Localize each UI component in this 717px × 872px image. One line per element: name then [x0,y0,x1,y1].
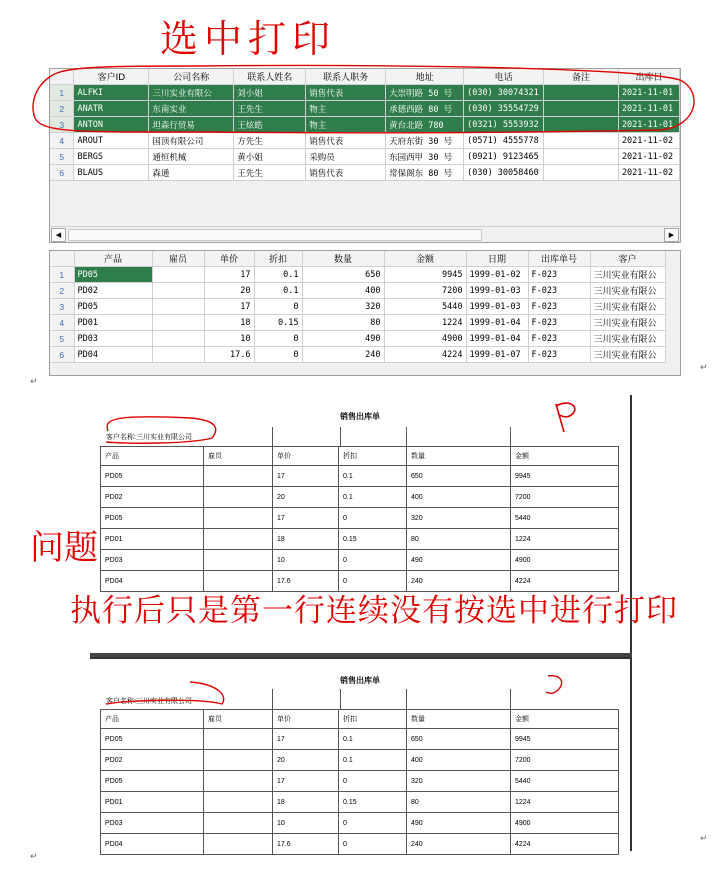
report-cell: PD05 [101,466,204,487]
report-column-header: 单价 [273,710,339,729]
report-cell: 0 [339,771,407,792]
column-header[interactable]: 客户 [590,251,665,267]
table-cell[interactable]: 黄小姐 [234,149,306,165]
report-cell [204,771,273,792]
report-cell: 650 [407,729,511,750]
report-cell: 80 [407,792,511,813]
report-cell: PD04 [101,571,204,592]
report-row [101,550,619,571]
table-cell[interactable]: 王炫皓 [234,117,306,133]
table-cell[interactable]: 天府东街 30 号 [386,133,464,149]
column-header[interactable]: 地址 [386,69,464,85]
customers-table [50,69,680,181]
table-cell[interactable]: 1999-01-03 [466,283,528,299]
table-row[interactable] [50,117,680,133]
products-table [50,251,666,363]
report-cell: 7200 [511,750,619,771]
report-cell: PD04 [101,834,204,855]
table-cell[interactable]: F-023 [528,347,590,363]
table-cell[interactable]: 1999-01-02 [466,267,528,283]
table-cell[interactable]: 三川实业有限公 [590,267,665,283]
table-cell[interactable]: 17 [204,267,254,283]
paragraph-mark: ↵ [700,834,708,844]
customers-header-row [50,69,680,85]
table-row[interactable] [50,85,680,101]
row-number[interactable]: 6 [50,165,74,181]
report-row [101,771,619,792]
table-cell[interactable]: 采购员 [306,149,386,165]
report-cell [204,508,273,529]
report-row [101,834,619,855]
row-number[interactable]: 3 [50,117,74,133]
report-table [100,709,619,855]
report-cell: 1224 [511,529,619,550]
table-cell[interactable]: 2021-11-02 [618,165,679,181]
report-cell: 10 [273,550,339,571]
row-number[interactable]: 3 [50,299,74,315]
table-cell[interactable]: 物主 [306,117,386,133]
report-cell: PD01 [101,792,204,813]
report-column-header: 金额 [511,447,619,466]
column-header[interactable]: 数量 [302,251,384,267]
table-cell[interactable]: 0.1 [254,267,302,283]
table-cell[interactable]: 2021-11-02 [618,133,679,149]
row-number[interactable]: 6 [50,347,74,363]
report-customer-name: 客户名称:三川实业有限公司 [106,434,192,441]
report-cell: 0 [339,508,407,529]
column-header[interactable]: 客户ID [74,69,149,85]
row-number[interactable]: 5 [50,149,74,165]
report-row [101,487,619,508]
report-cell: 4224 [511,571,619,592]
report-cell: 490 [407,813,511,834]
report-cell: 0 [339,813,407,834]
table-cell[interactable]: 销售代表 [306,133,386,149]
report-cell: PD05 [101,508,204,529]
table-cell[interactable]: 坦森行贸易 [149,117,234,133]
table-row[interactable] [50,101,680,117]
table-cell[interactable]: 0.15 [254,315,302,331]
report-cell: PD03 [101,550,204,571]
row-number-header [50,251,74,267]
table-cell[interactable] [152,299,204,315]
table-cell[interactable] [544,165,619,181]
column-header[interactable]: 折扣 [254,251,302,267]
column-header[interactable]: 备注 [544,69,619,85]
report-column-header: 折扣 [339,710,407,729]
table-row[interactable] [50,283,665,299]
report-cell: 17.6 [273,834,339,855]
report-cell: 0 [339,834,407,855]
report-header-grid [272,689,617,709]
table-cell[interactable]: PD05 [74,299,152,315]
table-cell[interactable]: 17.6 [204,347,254,363]
table-cell[interactable]: 三川实业有限公 [590,331,665,347]
column-header[interactable]: 雇员 [152,251,204,267]
table-cell[interactable]: 三川实业有限公 [590,283,665,299]
report-column-header: 折扣 [339,447,407,466]
column-header[interactable]: 出库日 [618,69,679,85]
report-cell: 240 [407,834,511,855]
report-cell: PD02 [101,750,204,771]
table-cell[interactable] [544,133,619,149]
table-cell[interactable]: 销售代表 [306,165,386,181]
report-cell: 0.1 [339,750,407,771]
scroll-right-icon[interactable]: ▶ [664,228,679,242]
report-cell: 4900 [511,813,619,834]
table-cell[interactable] [152,331,204,347]
report-cell: 0.1 [339,487,407,508]
table-cell[interactable]: 0 [254,331,302,347]
table-cell[interactable]: 三川实业有限公 [149,85,234,101]
report-cell: 5440 [511,771,619,792]
table-cell[interactable] [152,315,204,331]
report-cell: 320 [407,508,511,529]
table-cell[interactable]: 0 [254,299,302,315]
report-row [101,466,619,487]
table-cell[interactable] [544,117,619,133]
report-cell: 0 [339,571,407,592]
table-cell[interactable]: 1224 [384,315,466,331]
column-header[interactable]: 联系人姓名 [234,69,306,85]
report-title: 销售出库单 [340,676,380,685]
table-cell[interactable]: ALFKI [74,85,149,101]
column-header[interactable]: 公司名称 [149,69,234,85]
table-row[interactable] [50,315,665,331]
scroll-left-icon[interactable]: ◀ [51,228,66,242]
table-cell[interactable] [544,149,619,165]
column-header[interactable]: 单价 [204,251,254,267]
report-cell: PD05 [101,771,204,792]
table-cell[interactable]: PD03 [74,331,152,347]
annotation-top-note: 选中打印 [160,17,337,61]
table-cell[interactable]: 1999-01-07 [466,347,528,363]
report-cell: PD02 [101,487,204,508]
table-cell[interactable]: 王先生 [234,165,306,181]
report-cell: 17 [273,466,339,487]
table-cell[interactable]: 10 [204,331,254,347]
report-cell: 9945 [511,729,619,750]
table-cell[interactable]: 1999-01-03 [466,299,528,315]
paragraph-mark: ↵ [30,377,38,387]
report-header-row [101,447,619,466]
table-cell[interactable] [544,101,619,117]
table-cell[interactable]: 常保阁东 80 号 [386,165,464,181]
table-row[interactable] [50,331,665,347]
row-number[interactable]: 5 [50,331,74,347]
report-cell: 17 [273,771,339,792]
report-cell [204,487,273,508]
table-cell[interactable]: 承德西路 80 号 [386,101,464,117]
row-number[interactable]: 1 [50,267,74,283]
table-row[interactable] [50,165,680,181]
report-cell: 20 [273,750,339,771]
table-cell[interactable]: F-023 [528,331,590,347]
table-row[interactable] [50,299,665,315]
table-cell[interactable]: PD05 [74,267,152,283]
report-cell: 0.15 [339,792,407,813]
table-cell[interactable]: (0571) 4555778 [464,133,544,149]
table-cell[interactable]: (030) 30074321 [464,85,544,101]
annotation-problem-note: 执行后只是第一行连续没有按选中进行打印 [70,593,678,629]
table-cell[interactable]: 物主 [306,101,386,117]
table-cell[interactable]: 方先生 [234,133,306,149]
table-cell[interactable]: ANATR [74,101,149,117]
table-row[interactable] [50,133,680,149]
column-header[interactable]: 电话 [464,69,544,85]
table-cell[interactable]: 9945 [384,267,466,283]
table-cell[interactable]: PD02 [74,283,152,299]
table-cell[interactable]: (0921) 9123465 [464,149,544,165]
report-cell: 400 [407,750,511,771]
report-header-row [101,710,619,729]
report-cell: 5440 [511,508,619,529]
table-cell[interactable]: 320 [302,299,384,315]
report-cell: 7200 [511,487,619,508]
report-cell: 17 [273,729,339,750]
report-cell: 490 [407,550,511,571]
report-cell [204,813,273,834]
report-cell [204,750,273,771]
report-cell: 0.1 [339,466,407,487]
report-cell [204,466,273,487]
table-row[interactable] [50,149,680,165]
table-cell[interactable]: 刘小姐 [234,85,306,101]
table-cell[interactable]: 东南实业 [149,101,234,117]
products-header-row [50,251,665,267]
table-cell[interactable]: 2021-11-01 [618,101,679,117]
report-row [101,792,619,813]
report-cell: 20 [273,487,339,508]
report-row [101,729,619,750]
table-cell[interactable]: 80 [302,315,384,331]
table-cell[interactable]: 20 [204,283,254,299]
report-cell: 10 [273,813,339,834]
report-column-header: 雇员 [204,447,273,466]
paragraph-mark: ↵ [30,852,38,862]
table-cell[interactable]: F-023 [528,299,590,315]
table-cell[interactable]: (030) 35554729 [464,101,544,117]
report-cell: 80 [407,529,511,550]
table-cell[interactable]: 2021-11-01 [618,117,679,133]
table-cell[interactable] [152,267,204,283]
report-cell: PD03 [101,813,204,834]
report-cell: 17 [273,508,339,529]
table-cell[interactable]: F-023 [528,315,590,331]
table-cell[interactable]: 2021-11-01 [618,85,679,101]
report-customer-name: 客户名称:三川实业有限公司 [106,698,192,705]
products-grid[interactable] [49,250,681,376]
report-column-header: 产品 [101,447,204,466]
table-cell[interactable]: 通恒机械 [149,149,234,165]
table-cell[interactable]: 4900 [384,331,466,347]
table-cell[interactable] [152,347,204,363]
report-cell [204,550,273,571]
table-cell[interactable]: 森通 [149,165,234,181]
report-cell: 650 [407,466,511,487]
report-cell: 0 [339,550,407,571]
customers-grid[interactable] [49,68,681,243]
column-header[interactable]: 联系人职务 [306,69,386,85]
paragraph-mark: ↵ [700,363,708,373]
table-cell[interactable]: 黄台北路 780 [386,117,464,133]
print-preview-page-2 [90,657,632,851]
table-cell[interactable]: 5440 [384,299,466,315]
table-cell[interactable]: 王先生 [234,101,306,117]
report-row [101,813,619,834]
report-column-header: 金额 [511,710,619,729]
table-cell[interactable]: (030) 30058460 [464,165,544,181]
report-column-header: 数量 [407,447,511,466]
report-column-header: 产品 [101,710,204,729]
table-cell[interactable]: 大崇明路 50 号 [386,85,464,101]
report-cell: PD01 [101,529,204,550]
report-cell: 4224 [511,834,619,855]
table-row[interactable] [50,347,665,363]
table-cell[interactable]: 400 [302,283,384,299]
table-cell[interactable]: 三川实业有限公 [590,347,665,363]
table-cell[interactable] [152,283,204,299]
horizontal-scrollbar[interactable] [50,226,680,242]
table-cell[interactable]: 650 [302,267,384,283]
report-cell: 1224 [511,792,619,813]
report-cell: 18 [273,529,339,550]
report-cell [204,529,273,550]
table-cell[interactable]: 东园西甲 30 号 [386,149,464,165]
table-cell[interactable]: 销售代表 [306,85,386,101]
table-cell[interactable]: 4224 [384,347,466,363]
report-cell: 240 [407,571,511,592]
report-cell [204,729,273,750]
report-cell: 400 [407,487,511,508]
row-number[interactable]: 1 [50,85,74,101]
table-cell[interactable]: BLAUS [74,165,149,181]
table-cell[interactable]: 490 [302,331,384,347]
report-row [101,750,619,771]
column-header[interactable]: 出库单号 [528,251,590,267]
table-cell[interactable]: F-023 [528,267,590,283]
table-cell[interactable]: 国顶有限公司 [149,133,234,149]
table-cell[interactable]: 0.1 [254,283,302,299]
table-cell[interactable]: F-023 [528,283,590,299]
row-number-header [50,69,74,85]
report-cell: 320 [407,771,511,792]
column-header[interactable]: 日期 [466,251,528,267]
report-cell: 4900 [511,550,619,571]
report-cell: 17.6 [273,571,339,592]
table-cell[interactable]: AROUT [74,133,149,149]
table-cell[interactable]: (0321) 5553932 [464,117,544,133]
report-cell [204,834,273,855]
scrollbar-thumb[interactable] [68,229,482,241]
table-cell[interactable]: 18 [204,315,254,331]
report-row [101,529,619,550]
table-cell[interactable]: ANTON [74,117,149,133]
report-cell: 18 [273,792,339,813]
table-cell[interactable]: 三川实业有限公 [590,315,665,331]
row-number[interactable]: 4 [50,133,74,149]
table-cell[interactable]: 7200 [384,283,466,299]
table-cell[interactable]: PD04 [74,347,152,363]
table-cell[interactable]: 2021-11-02 [618,149,679,165]
table-cell[interactable]: 三川实业有限公 [590,299,665,315]
report-cell [204,792,273,813]
table-cell[interactable]: 240 [302,347,384,363]
report-cell: 0.1 [339,729,407,750]
row-number[interactable]: 2 [50,283,74,299]
report-column-header: 单价 [273,447,339,466]
column-header[interactable]: 金额 [384,251,466,267]
table-cell[interactable]: 0 [254,347,302,363]
table-cell[interactable]: BERGS [74,149,149,165]
report-cell: 0.15 [339,529,407,550]
report-cell: PD05 [101,729,204,750]
report-cell: 9945 [511,466,619,487]
column-header[interactable]: 产品 [74,251,152,267]
table-cell[interactable]: 17 [204,299,254,315]
table-cell[interactable]: PD01 [74,315,152,331]
report-column-header: 数量 [407,710,511,729]
annotation-question-label: 问题 [30,528,98,568]
table-row[interactable] [50,267,665,283]
row-number[interactable]: 4 [50,315,74,331]
report-row [101,508,619,529]
report-title: 销售出库单 [340,412,380,421]
table-cell[interactable] [544,85,619,101]
table-cell[interactable]: 1999-01-04 [466,331,528,347]
report-header-grid [272,427,617,447]
table-cell[interactable]: 1999-01-04 [466,315,528,331]
report-column-header: 雇员 [204,710,273,729]
row-number[interactable]: 2 [50,101,74,117]
report-table [100,446,619,592]
